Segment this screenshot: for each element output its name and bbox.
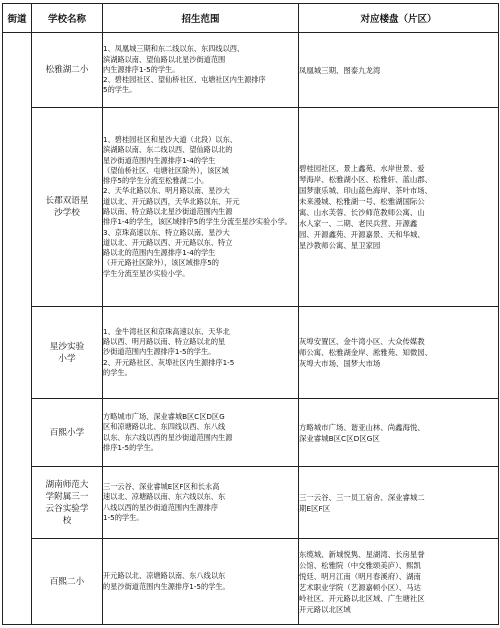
scope-cell — [103, 307, 299, 399]
text-line: 学附属三一 — [45, 491, 89, 502]
text-line: 开元路以北、凉塘路以南、东八线以东 — [103, 571, 226, 581]
school-cell — [32, 307, 103, 399]
text-line: 3、京珠高速以东、特立路以南、星沙大 — [103, 227, 230, 237]
text-line: 滨湖路以南、望仙路以北星沙街道范围 — [103, 54, 226, 64]
text-line: 悦廷、明月江南（明月春溪府）、湖南 — [299, 571, 421, 581]
text-line: 三一云谷、深业睿城E区F区和长永高 — [103, 481, 220, 491]
housing-cell — [299, 307, 499, 399]
text-line: 路以北的范围内生源排序1-4的学生 — [103, 248, 216, 258]
text-line: 松雅湖二小 — [45, 65, 89, 75]
text-line: 以东、东六线以西的星沙街道范围内生源 — [103, 432, 233, 442]
scope-cell — [103, 108, 299, 307]
text-line: 百熙小学 — [49, 427, 85, 438]
text-line: 星沙街道范围内生源排序1-4的学生 — [103, 155, 216, 165]
text-line: 星沙实验 — [49, 341, 85, 352]
text-line: 东缆城、新城悦隽、星湖湾、长房星誉 — [299, 549, 425, 559]
text-line: 三一云谷、三一员工宿舍、深业睿城二 — [299, 492, 425, 502]
text-line: 学生分流至星沙实验小学。 — [103, 268, 190, 278]
text-line: 期E区F区 — [299, 503, 331, 513]
text-line: 校 — [62, 515, 72, 526]
housing-cell — [299, 399, 499, 467]
header-school: 学校名称 — [32, 4, 103, 33]
text-line: 师公寓、松雅湖金岸、淞雅苑、知微园、 — [299, 348, 433, 357]
text-line: 小学 — [58, 353, 76, 364]
text-line: 的学生。 — [103, 367, 132, 377]
table-row — [3, 108, 499, 307]
text-line: 寓、山水芙蓉、长沙师范教师公寓、山 — [299, 208, 425, 217]
text-line: 水人家一、二期、老民兵营、开源鑫 — [299, 219, 418, 228]
text-line: 2、天华北路以东、明月路以南、星沙大 — [103, 186, 230, 196]
text-line: 艺术职业学院（艺源嘉顿小区）、马达 — [299, 582, 421, 592]
school-cell — [32, 33, 103, 108]
school-cell — [32, 467, 103, 539]
text-line: 星沙教师公寓、星卫家园 — [299, 241, 381, 250]
text-line: 1、金牛湾社区和京珠高速以东、天华北 — [103, 326, 230, 336]
text-line: 开元路以北区域 — [299, 604, 351, 614]
text-line: 方略城市广场、深业睿城B区C区D区G — [103, 411, 225, 421]
header-street: 街道 — [3, 4, 32, 33]
scope-cell — [103, 539, 299, 625]
street-cell — [3, 33, 32, 625]
scope-cell — [103, 33, 299, 108]
table-row — [3, 467, 499, 539]
header-scope: 招生范围 — [103, 4, 299, 33]
table-row — [3, 399, 499, 467]
text-line: 凤凰城三期、图泰九龙湾 — [299, 65, 381, 75]
text-line: 云谷实验学 — [45, 503, 89, 514]
text-line: 路以西、明月路以南、特立路以北的星 — [103, 337, 226, 347]
text-line: 沙学校 — [54, 208, 80, 218]
text-line: 1、凤凰城三期和东二线以东、东四线以西、 — [103, 44, 245, 54]
housing-cell — [299, 33, 499, 108]
scope-cell — [103, 399, 299, 467]
housing-cell — [299, 108, 499, 307]
text-line: 灰埠安置区、金牛湾小区、大众传媒教 — [299, 337, 425, 346]
text-line: 八线以西的星沙街道范围内生源排序 — [103, 502, 219, 512]
table-header-row — [3, 4, 499, 33]
text-line: 道以北、开元路以西，天华北路以东、开元 — [103, 196, 240, 206]
school-cell — [32, 539, 103, 625]
text-line: 5的学生。 — [103, 85, 137, 95]
school-cell — [32, 399, 103, 467]
text-line: 未来漫城、松雅湖一号、松雅湖国际公 — [299, 197, 425, 206]
text-line: 园、开源鑫苑、开源嘉景、天和华城、 — [299, 230, 425, 239]
text-line: 1、碧桂园社区和星沙大道（北段）以东、 — [103, 134, 237, 144]
housing-cell — [299, 467, 499, 539]
text-line: 公馆、松雅院（中交雅颂美庐）、熙凯 — [299, 560, 421, 570]
text-line: 碧桂园社区、景上鑫苑、水岸世景、爱 — [299, 164, 425, 173]
text-line: 内生源排序1-5的学生。 — [103, 64, 180, 74]
text-line: 区和凉塘路以北、东四线以西、东八线 — [103, 422, 226, 432]
text-line: 的星沙街道范围内生源排序1-5的学生。 — [103, 581, 230, 591]
text-line: 2、开元路社区、灰埠社区内生源排序1-5 — [103, 357, 235, 367]
text-line: 沙街道范围内生源排序1-5的学生。 — [103, 347, 216, 357]
text-line: 国梦康乐城、印山蓝色海岸、茶叶市场、 — [299, 186, 433, 195]
table-row — [3, 307, 499, 399]
scope-cell — [103, 467, 299, 539]
enrollment-zone-table — [2, 3, 499, 625]
text-line: （开元路社区除外），该区域排序5的 — [103, 258, 219, 268]
text-line: 速以北、凉塘路以南、东六线以东、东 — [103, 492, 226, 502]
text-line: 2、碧桂园社区、望仙桥社区、屯塘社区内生源排序 — [103, 75, 266, 85]
text-line: 排序1-5的学生。 — [103, 442, 158, 452]
text-line: 琴海岸、松雅湖小区、松雅轩、蓝山郡、 — [299, 175, 433, 184]
text-line: 1-5的学生。 — [103, 512, 144, 522]
text-line: 滨湖路以南、东二线以西、望仙路以北的 — [103, 145, 233, 155]
text-line: 排序5的学生分流至松雅湖二小。 — [103, 176, 209, 186]
text-line: （望仙桥社区、屯塘社区除外），该区域 — [103, 165, 229, 175]
text-line: 道以北、开元路以西、开元路以东、特立 — [103, 237, 233, 247]
table-row — [3, 539, 499, 625]
table-row — [3, 33, 499, 108]
header-housing: 对应楼盘（片区） — [299, 4, 499, 33]
text-line: 方略城市广场、谐亚山林、尚鑫海悦、 — [299, 422, 425, 432]
text-line: 排序1-4的学生，该区域排序5的学生分流至星沙实验小学。 — [103, 217, 292, 227]
text-line: 百熙二小 — [49, 576, 85, 587]
text-line: 湖南师范大 — [45, 479, 89, 490]
text-line: 灰埠大市场、国梦大市场 — [299, 359, 381, 368]
school-cell — [32, 108, 103, 307]
text-line: 路以南、特立路以北星沙街道范围内生源 — [103, 207, 233, 216]
text-line: 长郡双语星 — [45, 196, 89, 206]
text-line: 深业睿城B区C区D区G区 — [299, 433, 380, 443]
housing-cell — [299, 539, 499, 625]
text-line: 岭社区、开元路以北区域、广生塘社区 — [299, 593, 425, 603]
